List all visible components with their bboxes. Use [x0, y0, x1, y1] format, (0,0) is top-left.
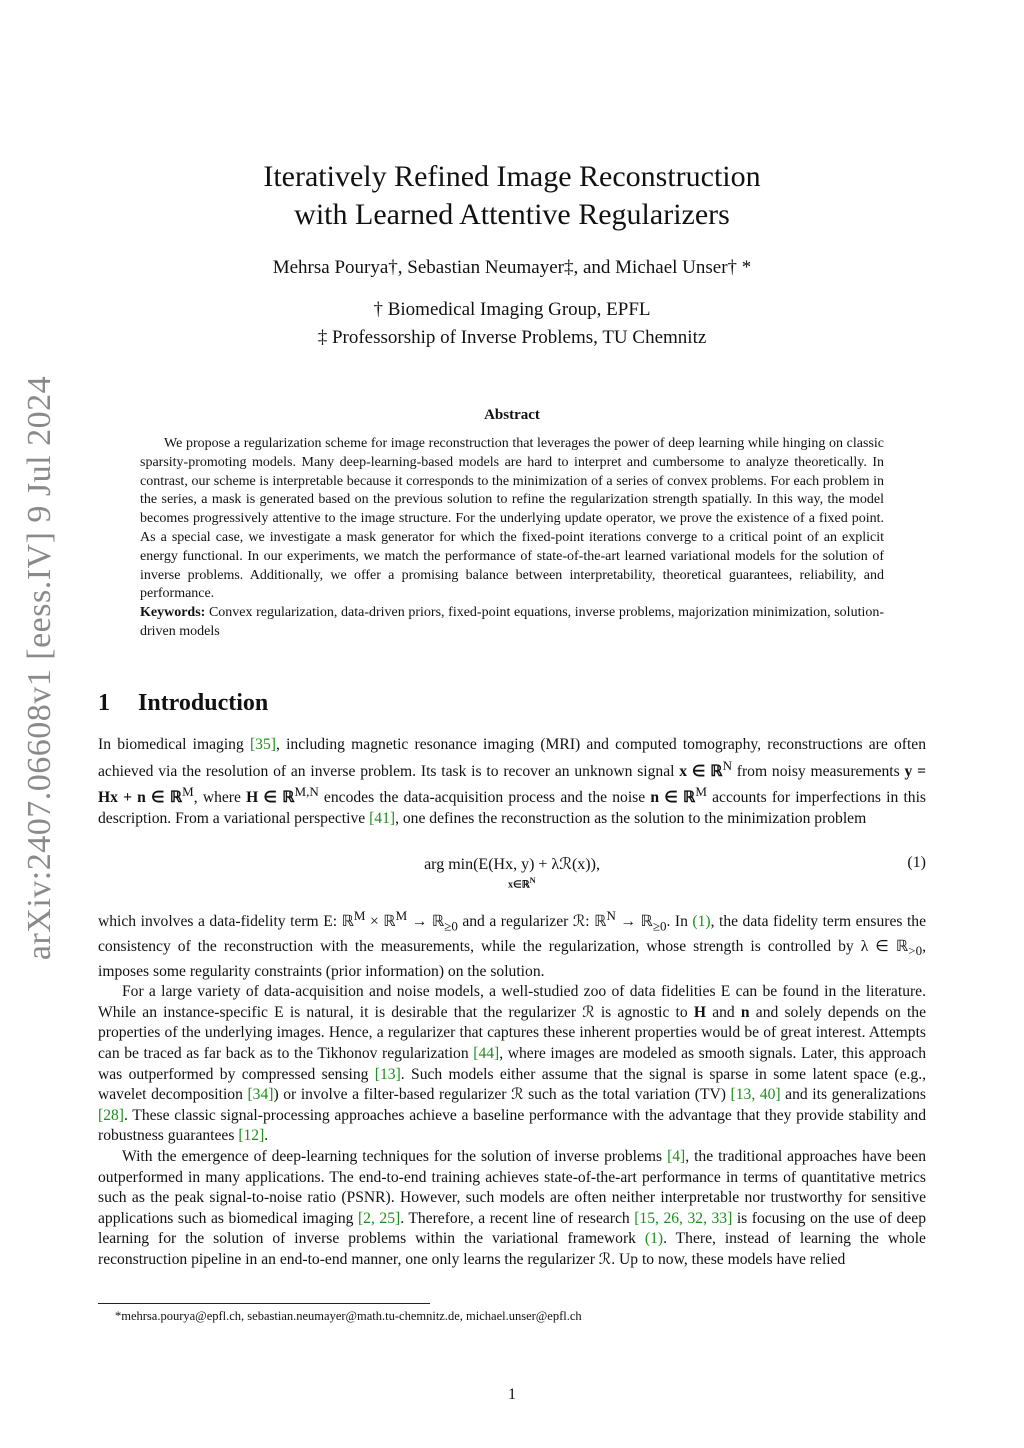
intro-paragraph — [98, 735, 926, 830]
page-number: 1 — [508, 1386, 516, 1403]
paragraph-regularizers: For a large variety of data-acquisition and noise models, a well-studied zoo of data fidelities E can be found in the literature. While an instance-specific E is natural, it is desirable that the regularizer ℛ is agnostic to H and n and solely depends on the properties of the underlying images. Hence, a regularizer that captures these inherent properties would be of great interest. Attempts can be traced as far back as to the Tikhonov regularization [44], where images are modeled as smooth signals. Later, this approach was outperformed by compressed sensing [13]. Such models either assume that the signal is sparse in some latent space (e.g., wavelet decomposition [34]) or involve a filter-based regularizer ℛ such as the total variation (TV) [13, 40] and its generalizations [28]. These classic signal-processing approaches achieve a baseline performance with the advantage that they provide stability and robustness guarantees [12]. — [98, 983, 927, 1145]
arxiv-identifier: arXiv:2407.06608v1 [eess.IV] 9 Jul 2024 — [21, 375, 58, 961]
citation-link[interactable]: [13] — [374, 1065, 401, 1083]
keywords — [140, 604, 884, 642]
citation-link[interactable]: [4] — [667, 1147, 686, 1165]
section-title: Introduction — [138, 690, 269, 716]
section-heading — [98, 690, 268, 717]
equation-subscript: x∈ℝ$^N$ — [508, 876, 536, 891]
paper-title — [0, 158, 1024, 234]
affiliation-1: † Biomedical Imaging Group, EPFL — [373, 299, 651, 320]
equation-number: (1) — [907, 854, 926, 871]
equation-ref-link[interactable]: (1) — [692, 913, 711, 931]
equation-ref-link[interactable]: (1) — [644, 1230, 664, 1248]
intro-p1: In biomedical imaging [35], including magnetic resonance imaging (MRI) and computed tomography, reconstructions are often achieved via the resolution of an inverse problem. Its task is to recover an unknown signal x ∈ ℝ$^N$ from noisy measurements y = Hx + n ∈ ℝ$^M$, where H ∈ ℝ$^{M,N}$ encodes the data-acquisition process and the noise n ∈ ℝ$^M$ accounts for imperfections in this description. From a variational perspective [41], one defines the reconstruction as the solution to the minimization problem — [98, 736, 927, 828]
citation-link[interactable]: [41] — [369, 810, 396, 828]
body-after-equation — [98, 906, 926, 1271]
paragraph-fidelity: which involves a data-fidelity term E: ℝ$^M$ × ℝ$^M$ → ℝ$_{\ge 0}$ and a regularizer ℛ: ℝ$^N$ → ℝ$_{\ge 0}$. In (1), the data fidelity term ensures the consistency of the reconstruction with the measurements, while the regularization, whose strength is controlled by λ ∈ ℝ$_{>0}$, imposes some regularity constraints (prior information) on the solution. — [98, 908, 926, 980]
section-number: 1 — [98, 690, 110, 716]
affiliation-2: ‡ Professorship of Inverse Problems, TU Chemnitz — [317, 327, 707, 348]
citation-link[interactable]: [28] — [98, 1106, 124, 1124]
citation-link[interactable]: [2, 25] — [357, 1209, 401, 1227]
author-list: Mehrsa Pourya†, Sebastian Neumayer‡, and Michael Unser† * — [272, 257, 752, 278]
equation-expression: arg min(E(Hx, y) + λℛ(x)), — [424, 856, 600, 873]
keywords-text: Convex regularization, data-driven priors, fixed-point equations, inverse problems, majorization minimization, solution-driven models — [140, 605, 885, 639]
citation-link[interactable]: [15, 26, 32, 33] — [634, 1209, 733, 1227]
citation-link[interactable]: [44] — [473, 1044, 500, 1062]
paragraph-deep-learning: With the emergence of deep-learning techniques for the solution of inverse problems [4], the traditional approaches have been outperformed in many applications. The end-to-end training achieves state-of-the-art performance in terms of quantitative metrics such as the peak signal-to-noise ratio (PSNR). However, such models are often neither interpretable nor trustworthy for sensitive applications such as biomedical imaging [2, 25]. Therefore, a recent line of research [15, 26, 32, 33] is focusing on the use of deep learning for the solution of inverse problems within the variational framework (1). There, instead of learning the whole reconstruction pipeline in an end-to-end manner, one only learns the regularizer ℛ. Up to now, these models have relied — [98, 1147, 926, 1268]
abstract-heading: Abstract — [484, 407, 540, 423]
keywords-label: Keywords: — [140, 605, 206, 621]
citation-link[interactable]: [12] — [238, 1127, 265, 1145]
title-line-1: Iteratively Refined Image Reconstruction — [263, 160, 761, 193]
title-line-2: with Learned Attentive Regularizers — [294, 198, 730, 231]
citation-link[interactable]: [13, 40] — [730, 1086, 781, 1104]
abstract-body — [140, 435, 884, 642]
citation-link[interactable]: [35] — [249, 736, 276, 753]
footnote-divider — [98, 1303, 430, 1304]
abstract-text: We propose a regularization scheme for image reconstruction that leverages the power of deep learning while hinging on classic sparsity-promoting models. Many deep-learning-based models are hard to interpret and cumbersome to analyze theoretically. In contrast, our scheme is interpretable because it corresponds to the minimization of a series of convex problems. For each problem in the series, a mask is generated based on the previous solution to refine the regularization strength spatially. In this way, the model becomes progressively attentive to the image structure. For the underlying update operator, we prove the existence of a fixed point. As a special case, we investigate a mask generator for which the fixed-point iterations converge to a critical point of an explicit energy functional. In our experiments, we match the performance of state-of-the-art learned variational models for the solution of inverse problems. Additionally, we offer a promising balance between interpretability, theoretical guarantees, reliability, and performance. — [140, 436, 884, 602]
equation-1 — [98, 850, 926, 890]
affiliations — [0, 296, 1024, 352]
citation-link[interactable]: [34] — [247, 1086, 274, 1104]
footnote-emails: *mehrsa.pourya@epfl.ch, sebastian.neumayer@math.tu-chemnitz.de, michael.unser@epfl.ch — [115, 1309, 582, 1323]
